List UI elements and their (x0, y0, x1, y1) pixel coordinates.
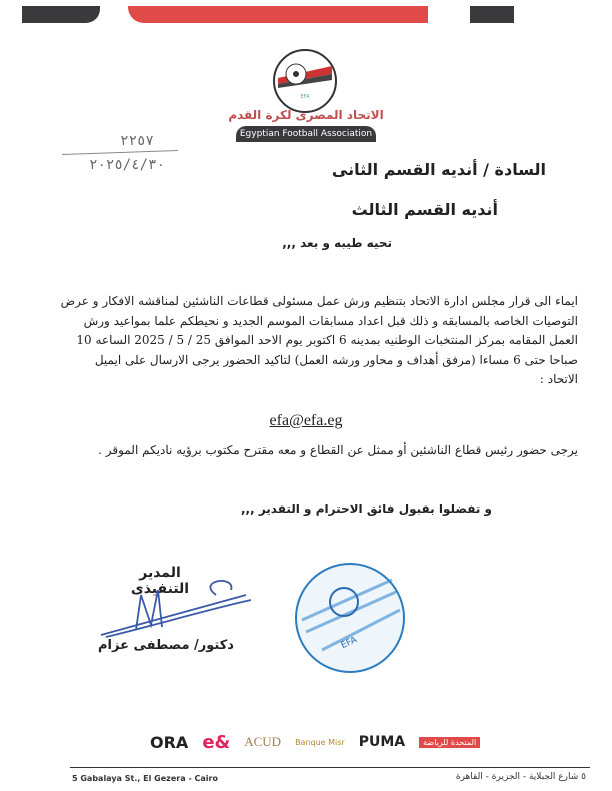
sponsor-logos (150, 728, 510, 756)
body-line: العمل المقامه بمركز المنتخبات الوطنيه بمدينه 6 اكتوبر يوم الاحد الموافق 25 / 5 / 2025 الساعه 10 (76, 333, 578, 347)
sponsor-ora: ORA (150, 732, 189, 752)
body-line: ايماء الى قرار مجلس ادارة الاتحاد بتنظيم ورش عمل مسئولى قطاعات الناشئين لمناقشه الافكار و عرض (60, 294, 578, 308)
greeting: تحيه طيبه و بعد ,,, (282, 236, 392, 250)
sponsor-banque-misr: Banque Misr (295, 737, 345, 747)
header-bar-right (470, 6, 514, 23)
sponsor-eand: e& (202, 731, 231, 753)
body-line: التوصيات الخاصه بالمسابقه و ذلك قبل اعداد مسابقات الموسم الجديد و نحيطكم علما بمواعيد ورش (83, 313, 578, 328)
email-link[interactable]: efa@efa.eg (269, 412, 343, 429)
sponsor-puma: PUMA (358, 734, 406, 750)
header-bar-red (128, 6, 428, 23)
body-line: صباحا حتى 6 مساءا (مرفق أهداف و محاور ورشه العمل) لتاكيد الحضور يرجى الارسال على ايميل (94, 352, 578, 367)
svg-text:EFA: EFA (339, 635, 359, 652)
org-name-english: Egyptian Football Association (236, 126, 376, 142)
org-name-arabic: الاتحاد المصرى لكرة القدم (228, 108, 384, 122)
footer-address-arabic: ٥ شارع الجبلاية - الجزيرة - القاهرة (455, 772, 586, 782)
footer-divider (70, 767, 590, 768)
svg-text:EFA: EFA (300, 94, 310, 100)
sponsor-acud: ACUD (244, 734, 282, 749)
recipients-line-1: السادة / أنديه القسم الثانى (331, 160, 546, 179)
reference-date: ٢٠٢٥/٤/٣٠ (89, 157, 165, 173)
efa-logo-icon (272, 48, 338, 114)
recipients-line-2: أنديه القسم الثالث (351, 200, 498, 219)
signatory-name: دكتور/ مصطفى عزام (98, 638, 234, 653)
official-stamp-icon (292, 560, 408, 676)
closing-line: و تفضلوا بقبول فائق الاحترام و التقدير ,,, (240, 502, 492, 516)
footer-address-english: 5 Gabalaya St., El Gezera - Cairo (72, 774, 218, 783)
body-line: الاتحاد : (539, 372, 578, 386)
reference-number: ٢٢٥٧ (120, 133, 154, 149)
sponsor-united-sports: المتحدة للرياضة (419, 737, 480, 748)
attendance-note: يرجى حضور رئيس قطاع الناشئين أو ممثل عن القطاع و معه مقترح مكتوب برؤيه ناديكم الموقر . (98, 443, 578, 457)
header-bar-left (22, 6, 100, 23)
letter-body (60, 292, 578, 390)
handwritten-signature-icon (96, 575, 256, 645)
signatory-title: المدير التنفيذى (130, 565, 190, 597)
reference-divider (62, 150, 178, 155)
